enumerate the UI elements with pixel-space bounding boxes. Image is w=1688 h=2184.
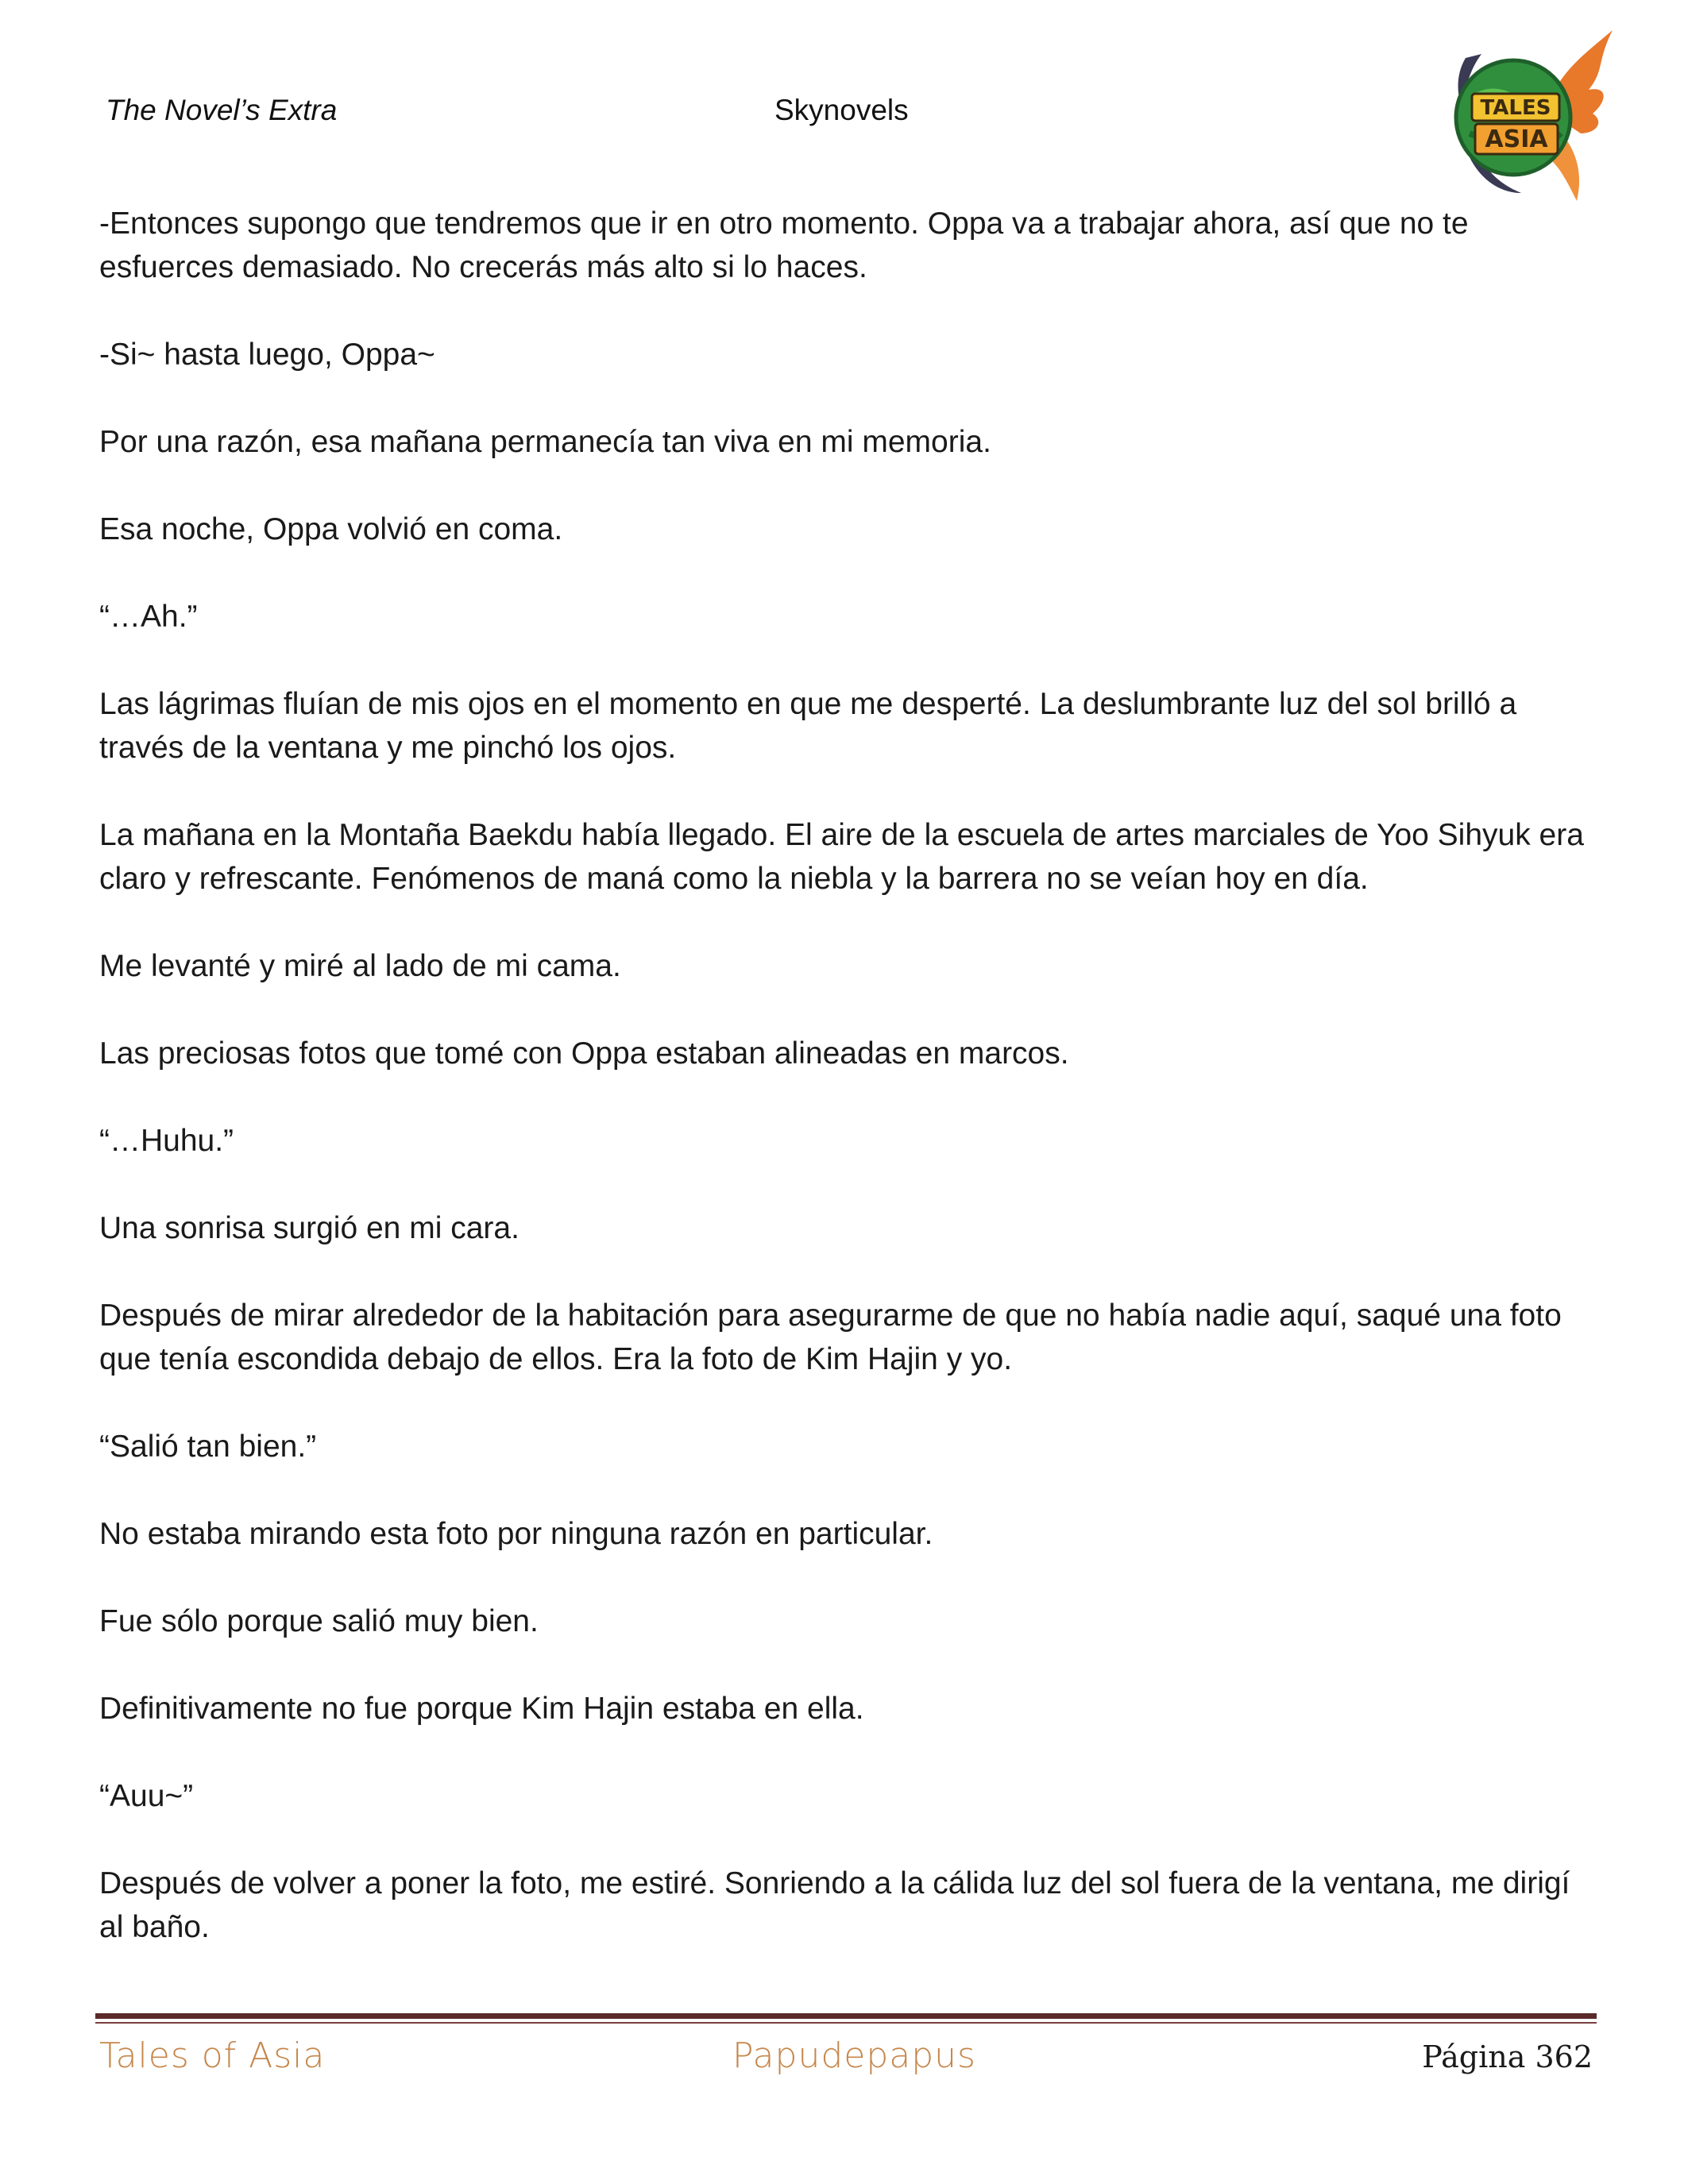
paragraph: Las preciosas fotos que tomé con Oppa estaban alineadas en marcos.: [99, 1036, 1069, 1071]
paragraph: Después de mirar alrededor de la habitación para asegurarme de que no había nadie aquí, saqué una foto que tenía escondida debajo de ellos. Era la foto de Kim Hajin y yo.: [99, 1298, 1562, 1376]
paragraph: -Si~ hasta luego, Oppa~: [99, 338, 435, 372]
paragraph: Por una razón, esa mañana permanecía tan viva en mi memoria.: [99, 425, 991, 459]
header-site-name: Skynovels: [774, 94, 909, 126]
paragraph: Después de volver a poner la foto, me estiré. Sonriendo a la cálida luz del sol fuera de la ventana, me dirigí al baño.: [99, 1866, 1570, 1944]
logo-text-tales: TALES: [1480, 96, 1551, 120]
footer-group-name: Tales of Asia: [99, 2035, 326, 2076]
paragraph: -Entonces supongo que tendremos que ir en otro momento. Oppa va a trabajar ahora, así que no te esfuerces demasiado. No crecerás más alto si lo haces.: [99, 206, 1469, 284]
paragraph: Fue sólo porque salió muy bien.: [99, 1604, 539, 1638]
tales-of-asia-logo-icon: [1426, 22, 1617, 205]
header-novel-title: The Novel’s Extra: [106, 94, 338, 126]
logo-text-asia: ASIA: [1485, 125, 1548, 153]
footer-translator: Papudepapus: [732, 2035, 976, 2076]
paragraph: “Salió tan bien.”: [99, 1430, 317, 1464]
paragraph: “…Ah.”: [99, 600, 198, 634]
paragraph: Una sonrisa surgió en mi cara.: [99, 1211, 520, 1245]
paragraph: No estaba mirando esta foto por ninguna razón en particular.: [99, 1517, 933, 1551]
paragraph: Definitivamente no fue porque Kim Hajin estaba en ella.: [99, 1692, 864, 1726]
chapter-body: [99, 202, 1593, 1993]
footer-page-number: Página 362: [1422, 2039, 1593, 2074]
footer-divider: [95, 2013, 1597, 2024]
paragraph: La mañana en la Montaña Baekdu había llegado. El aire de la escuela de artes marciales de Yoo Sihyuk era claro y refrescante. Fenómenos de maná como la niebla y la barrera no se veían hoy en día.: [99, 818, 1584, 896]
tales-of-asia-logo: [1426, 22, 1617, 205]
paragraph: “Auu~”: [99, 1779, 194, 1813]
paragraph: “…Huhu.”: [99, 1124, 234, 1158]
paragraph: Las lágrimas fluían de mis ojos en el momento en que me desperté. La deslumbrante luz del sol brilló a través de la ventana y me pinchó los ojos.: [99, 687, 1517, 765]
paragraph: Esa noche, Oppa volvió en coma.: [99, 512, 563, 546]
paragraph: Me levanté y miré al lado de mi cama.: [99, 949, 621, 983]
